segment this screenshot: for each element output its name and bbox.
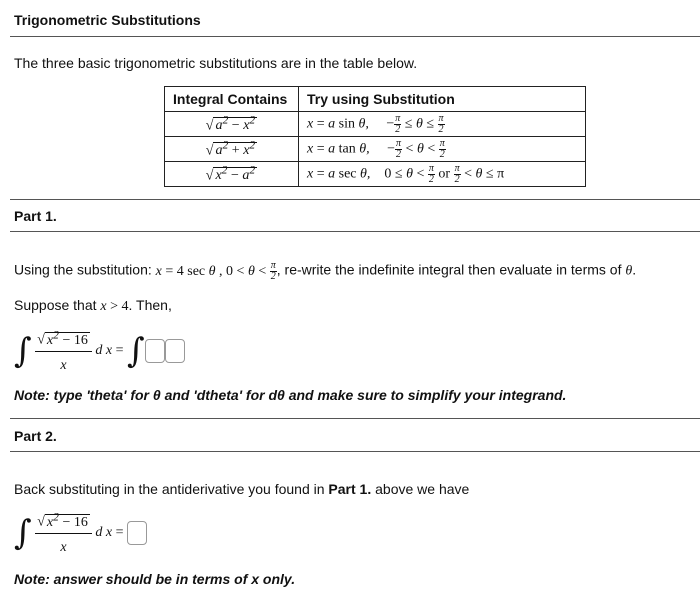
theta-symbol: θ — [625, 263, 633, 279]
title-divider — [10, 36, 700, 37]
substitution-table — [164, 86, 586, 187]
cell-sin-substitution: x = a sin θ, − $\frac{\pi}{2}$ ≤ θ ≤ $\frac{\pi}{2}$ — [299, 112, 586, 137]
column-header-substitution: Try using Substitution — [299, 87, 586, 112]
table-header-row — [165, 87, 586, 112]
column-header-integral-contains: Integral Contains — [165, 87, 299, 112]
part2-note: Note: answer should be in terms of x only. — [14, 571, 296, 587]
part2-instruction-bold: Part 1. — [328, 481, 372, 497]
part1-note: Note: type 'theta' for θ and 'dtheta' for dθ and make sure to simplify your integrand. — [14, 387, 567, 403]
cell-contains-a2-minus-x2: √ $a^2 - x^2$ — [165, 112, 299, 137]
part1-instruction: Using the substitution: x = 4 sec θ , 0 < θ < $\frac{\pi}{2}$ , re-write the indefinite integral then evaluate in terms of θ. — [14, 260, 637, 282]
part1-instruction-suffix: , re-write the indefinite integral then evaluate in terms of — [276, 261, 622, 278]
cell-contains-x2-minus-a2: √ $x^2 - a^2$ — [165, 162, 299, 187]
part2-result-input[interactable] — [127, 521, 147, 545]
part1-suppose — [14, 297, 172, 315]
substitution-expression: x = 4 sec θ , 0 < θ < $\frac{\pi}{2}$ — [155, 260, 276, 282]
part2-divider — [10, 451, 700, 452]
part2-instruction-suffix: above we have — [375, 481, 470, 497]
part1-integrand-input[interactable] — [145, 339, 165, 363]
suppose-condition: x > 4 — [100, 299, 129, 314]
page-title: Trigonometric Substitutions — [14, 12, 201, 28]
integrand-fraction: $\frac{√ x^2 - 16}{x}$ — [35, 510, 92, 556]
table-row — [165, 112, 586, 137]
part1-suppose-suffix: . Then, — [128, 297, 172, 313]
table-row — [165, 162, 586, 187]
part2-instruction-prefix: Back substituting in the antiderivative you found in — [14, 481, 325, 497]
part1-label: Part 1. — [14, 208, 57, 224]
part2-instruction — [14, 481, 469, 497]
cell-contains-a2-plus-x2: √ $a^2 + x^2$ — [165, 137, 299, 162]
part1-suppose-prefix: Suppose that — [14, 297, 97, 313]
intro-text: The three basic trigonometric substitutions are in the table below. — [14, 55, 418, 71]
integral-sign: ∫ — [14, 512, 32, 553]
part1-integral-equation: ∫ $\frac{√ x^2 - 16}{x}$ d x = ∫ — [14, 328, 185, 374]
cell-sec-substitution: x = a sec θ, 0 ≤ θ < $\frac{\pi}{2}$ or $\frac{\pi}{2}$ < θ ≤ π — [299, 162, 586, 187]
integrand-fraction: $\frac{√ x^2 - 16}{x}$ — [35, 328, 92, 374]
part1-divider — [10, 231, 700, 232]
table-row — [165, 137, 586, 162]
part1-differential-input[interactable] — [165, 339, 185, 363]
integral-sign: ∫ — [126, 330, 145, 371]
part2-top-divider — [10, 418, 700, 419]
part1-instruction-prefix: Using the substitution: — [14, 261, 152, 278]
cell-tan-substitution: x = a tan θ, − $\frac{\pi}{2}$ < θ < $\frac{\pi}{2}$ — [299, 137, 586, 162]
part2-integral-equation: ∫ $\frac{√ x^2 - 16}{x}$ d x = — [14, 510, 147, 556]
part2-label: Part 2. — [14, 428, 57, 444]
table-divider — [10, 199, 700, 200]
integral-sign: ∫ — [14, 330, 32, 371]
